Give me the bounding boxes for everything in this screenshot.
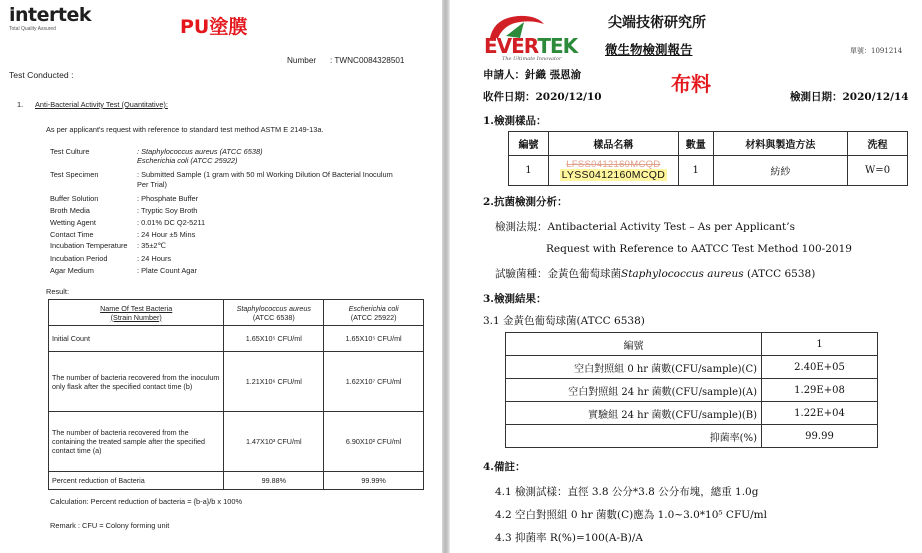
result-label: 抑菌率(%) — [506, 425, 762, 448]
test-date: 檢測日期：2020/12/14 — [790, 91, 909, 103]
table-header-cell: 編號 — [509, 132, 549, 156]
param-value: : Tryptic Soy Broth — [137, 206, 198, 215]
result-label: 編號 — [506, 333, 762, 356]
applicant: 申請人：針織 張恩渝 — [483, 69, 582, 81]
param-value: : Submitted Sample (1 gram with 50 ml Working Dilution Of Bacterial Inoculum — [137, 170, 393, 179]
sample-name-cell — [548, 156, 678, 186]
result-label: 空白對照組 24 hr 菌數(CFU/sample)(A) — [506, 379, 762, 402]
result-label: 空白對照組 0 hr 菌數(CFU/sample)(C) — [506, 356, 762, 379]
bacteria-result-table — [48, 299, 424, 490]
sample-wash: W=0 — [848, 156, 908, 186]
table-header-cell: 洗程 — [848, 132, 908, 156]
table-row — [506, 356, 878, 379]
header-line: Escherichia coli — [348, 303, 399, 313]
param-value: Per Trial) — [137, 180, 167, 189]
logo-text — [484, 34, 577, 58]
logo-text-green: TEK — [537, 34, 578, 58]
table-row — [509, 156, 908, 186]
table-header-cell — [49, 300, 224, 326]
remark-text: Remark : CFU = Colony forming unit — [50, 521, 170, 530]
note-2: 4.2 空白對照組 0 hr 菌數(C)應為 1.0~3.0*10⁵ CFU/ml — [495, 509, 767, 521]
section-4-heading: 4.備註： — [483, 461, 526, 473]
result-value: 1.29E+08 — [762, 379, 878, 402]
logo-text-red: EVER — [484, 34, 538, 58]
row-label: Initial Count — [49, 326, 224, 352]
subsection-3-1: 3.1 金黃色葡萄球菌(ATCC 6538) — [483, 315, 645, 327]
row-value: 1.65X10⁵ CFU/ml — [224, 326, 324, 352]
table-header-cell: 材料與製造方法 — [713, 132, 847, 156]
section-3-heading: 3.檢測結果： — [483, 293, 547, 305]
param-value: : 24 Hour ±5 Mins — [137, 230, 196, 239]
table-row — [49, 352, 424, 412]
logo-text: intertek — [9, 4, 91, 26]
evertek-logo — [484, 14, 578, 64]
param-key: Wetting Agent — [50, 218, 96, 227]
param-key: Incubation Period — [50, 254, 108, 263]
row-label: Percent reduction of Bacteria — [49, 472, 224, 490]
header-line: (Strain Number) — [110, 312, 162, 322]
table-header-cell — [224, 300, 324, 326]
result-value: 1 — [762, 333, 878, 356]
table-row — [506, 379, 878, 402]
row-value: 99.99% — [324, 472, 424, 490]
sample-name-struck: LFSS0412160MCQD — [566, 159, 661, 170]
organization-name: 尖端技術研究所 — [608, 15, 706, 31]
row-label: The number of bacteria recovered from the containing the treated sample after the specified contact time (a) — [49, 412, 224, 472]
table-row — [49, 326, 424, 352]
header-line: (ATCC 6538) — [252, 312, 295, 322]
intertek-logo — [9, 6, 91, 32]
right-report-page — [450, 0, 922, 553]
header-line: Name Of Test Bacteria — [100, 303, 173, 313]
param-key: Broth Media — [50, 206, 90, 215]
test-conducted-label: Test Conducted : — [9, 70, 74, 80]
row-value: 6.90X10² CFU/ml — [324, 412, 424, 472]
result-value: 99.99 — [762, 425, 878, 448]
param-key: Incubation Temperature — [50, 241, 128, 250]
param-value: : 0.01% DC Q2-5211 — [137, 218, 206, 227]
method-line-2: Request with Reference to AATCC Test Method 100-2019 — [546, 243, 852, 255]
number-value: : TWNC0084328501 — [330, 56, 405, 65]
param-value: : Plate Count Agar — [137, 266, 197, 275]
strain-suffix: (ATCC 6538) — [743, 268, 816, 280]
table-header-cell: 樣品名稱 — [548, 132, 678, 156]
param-value: : 35±2℃ — [137, 241, 166, 250]
right-material-title: 布料 — [671, 72, 711, 96]
table-header-row — [509, 132, 908, 156]
left-material-title: PU塗膜 — [180, 16, 248, 38]
result-table — [505, 332, 878, 448]
result-value: 2.40E+05 — [762, 356, 878, 379]
received-date: 收件日期：2020/12/10 — [483, 91, 602, 103]
note-1: 4.1 檢測試樣：直徑 3.8 公分*3.8 公分布塊，總重 1.0g — [495, 486, 759, 498]
row-value: 1.65X10⁵ CFU/ml — [324, 326, 424, 352]
number-label: Number — [287, 56, 317, 65]
row-value: 1.62X10⁷ CFU/ml — [324, 352, 424, 412]
param-key: Test Specimen — [50, 170, 99, 179]
param-value: : Phosphate Buffer — [137, 194, 199, 203]
sample-qty: 1 — [678, 156, 713, 186]
intro-text: As per applicant's request with reference to standard test method ASTM E 2149-13a. — [46, 125, 324, 134]
param-value: : Staphylococcus aureus (ATCC 6538) — [137, 147, 263, 156]
note-3: 4.3 抑菌率 R(%)=100(A-B)/A — [495, 532, 643, 544]
report-number: 單號：1091214 — [850, 47, 903, 55]
section-title: Anti-Bacterial Activity Test (Quantitative): — [35, 100, 168, 109]
logo-tagline: Total Quality Assured — [9, 26, 56, 32]
section-1-heading: 1.檢測樣品： — [483, 115, 547, 127]
table-header-cell: 數量 — [678, 132, 713, 156]
section-2-heading: 2.抗菌檢測分析： — [483, 196, 568, 208]
method-line-1: 檢測法規：Antibacterial Activity Test – As per Applicant’s — [495, 221, 795, 233]
table-header-cell — [324, 300, 424, 326]
result-label: 實驗組 24 hr 菌數(CFU/sample)(B) — [506, 402, 762, 425]
row-value: 1.21X10⁶ CFU/ml — [224, 352, 324, 412]
page-divider — [442, 0, 450, 553]
table-header-row — [49, 300, 424, 326]
result-label: Result: — [46, 287, 70, 296]
table-row — [506, 402, 878, 425]
table-row — [49, 472, 424, 490]
sample-name: LYSS0412160MCQD — [561, 168, 666, 181]
logo-subtitle: The Ultimate Innovator — [502, 56, 562, 62]
param-key: Buffer Solution — [50, 194, 99, 203]
strain-species: Staphylococcus aureus — [621, 268, 744, 280]
table-row — [49, 412, 424, 472]
header-line: Staphylococcus aureus — [236, 303, 311, 313]
result-value: 1.22E+04 — [762, 402, 878, 425]
param-key: Test Culture — [50, 147, 90, 156]
param-value: Escherichia coli (ATCC 25922) — [137, 156, 238, 165]
table-row — [506, 425, 878, 448]
calculation-text: Calculation: Percent reduction of bacteria = {b-a}/b x 100% — [50, 497, 243, 506]
param-key: Contact Time — [50, 230, 94, 239]
strain-line — [495, 266, 815, 281]
sample-table — [508, 131, 908, 186]
header-line: (ATCC 25922) — [350, 312, 397, 322]
param-key: Agar Medium — [50, 266, 94, 275]
row-value: 1.47X10³ CFU/ml — [224, 412, 324, 472]
report-title: 微生物檢測報告 — [605, 42, 693, 57]
row-label: The number of bacteria recovered from the inoculum only flask after the specified contact time (b) — [49, 352, 224, 412]
param-value: : 24 Hours — [137, 254, 172, 263]
sample-method: 紡紗 — [713, 156, 847, 186]
section-number: 1. — [17, 100, 24, 109]
strain-prefix: 試驗菌種：金黃色葡萄球菌 — [495, 268, 621, 280]
table-row — [506, 333, 878, 356]
row-value: 99.88% — [224, 472, 324, 490]
sample-id: 1 — [509, 156, 549, 186]
